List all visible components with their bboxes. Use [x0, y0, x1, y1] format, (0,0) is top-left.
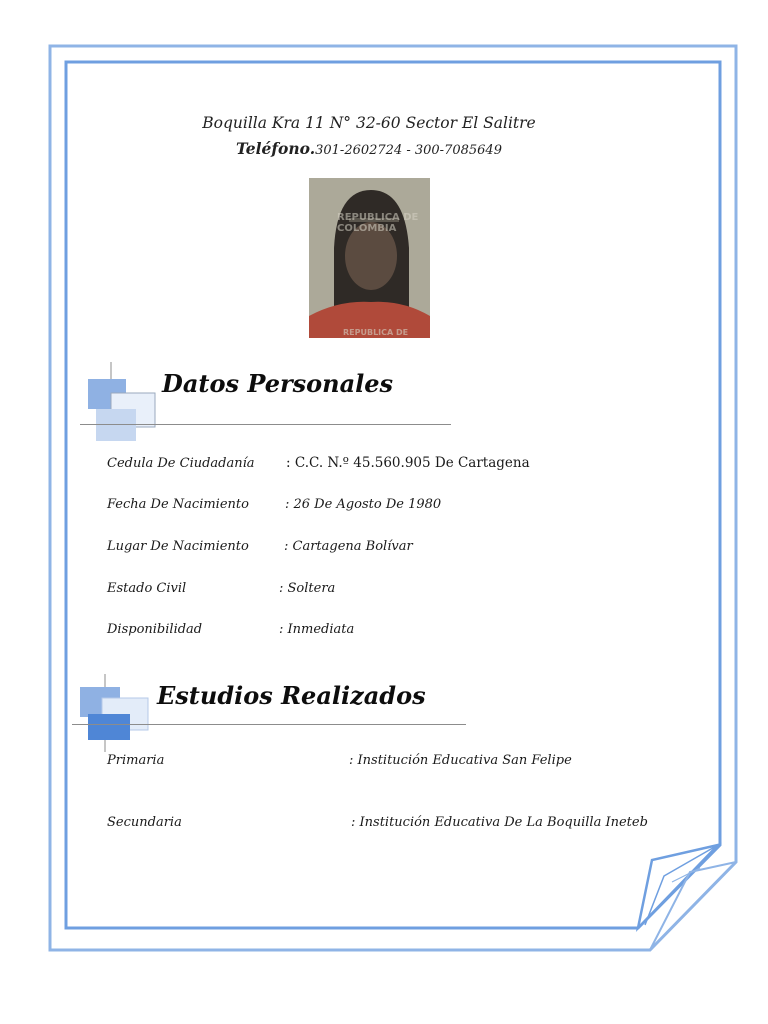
section-decor-icon	[80, 362, 160, 444]
photo-stamp-bottom: REPUBLICA DE	[343, 328, 409, 337]
field-label: Disponibilidad	[107, 622, 203, 637]
field-label: Fecha De Nacimiento	[107, 497, 249, 512]
field-value: : C.C. N.º 45.560.905 De Cartagena	[286, 455, 530, 471]
field-label: Estado Civil	[107, 581, 187, 596]
field-value: : Inmediata	[279, 622, 355, 637]
field-label: Primaria	[107, 753, 165, 768]
field-label: Cedula De Ciudadanía	[107, 456, 255, 471]
section-divider	[72, 724, 466, 725]
section-decor-icon	[72, 674, 156, 754]
header-phone	[0, 139, 738, 158]
section-title-personal: Datos Personales	[162, 369, 394, 398]
phone-label: Teléfono.	[236, 139, 316, 158]
field-value: : 26 De Agosto De 1980	[285, 497, 442, 512]
field-value: : Institución Educativa San Felipe	[349, 753, 572, 768]
section-divider	[80, 424, 451, 425]
field-value: : Institución Educativa De La Boquilla Ineteb	[351, 815, 648, 830]
section-title-studies: Estudios Realizados	[157, 681, 426, 710]
phone-numbers: 301-2602724 - 300-7085649	[315, 143, 502, 158]
profile-photo	[309, 178, 430, 338]
field-label: Lugar De Nacimiento	[107, 539, 249, 554]
photo-stamp-top: REPUBLICA DE COLOMBIA	[337, 212, 419, 234]
profile-photo-art	[309, 178, 430, 338]
field-label: Secundaria	[107, 815, 182, 830]
header-address: Boquilla Kra 11 N° 32-60 Sector El Salitre	[202, 114, 536, 132]
field-value: : Soltera	[279, 581, 336, 596]
field-value: : Cartagena Bolívar	[284, 539, 413, 554]
